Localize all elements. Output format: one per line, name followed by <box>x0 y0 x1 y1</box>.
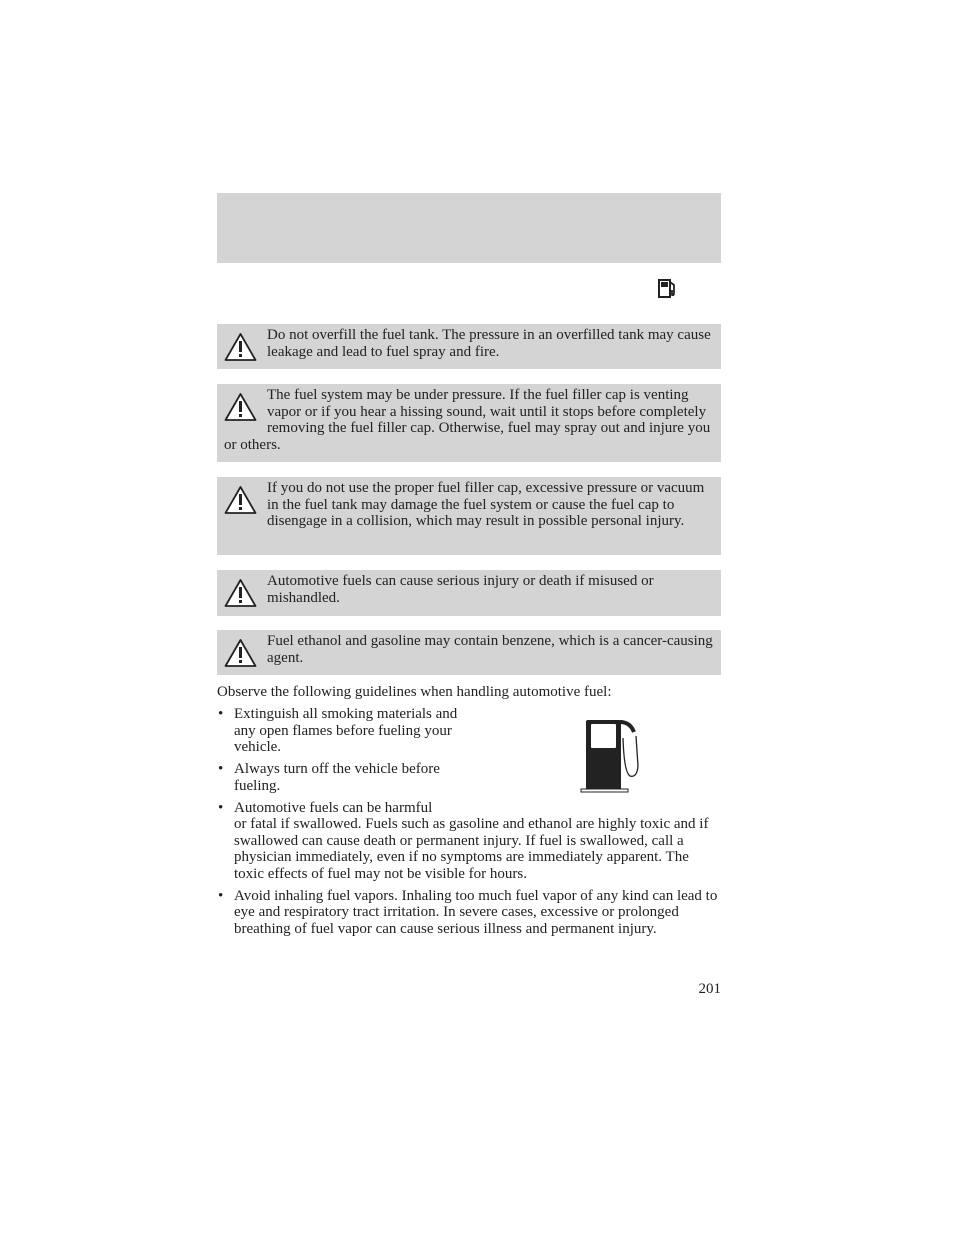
warning-triangle-icon <box>224 638 257 668</box>
page-number: 201 <box>698 981 721 997</box>
warning-box-pressure <box>217 384 721 462</box>
section-header-bar <box>217 193 721 263</box>
warning-triangle-icon <box>224 332 257 362</box>
list-item <box>217 761 474 794</box>
list-item-text: Extinguish all smoking materials and any open flames before fueling your vehicle. <box>234 706 458 755</box>
warning-box-filler-cap <box>217 477 721 555</box>
warning-text: The fuel system may be under pressure. If the fuel filler cap is venting vapor or if you hear a hissing sound, wait until it stops before completely removing the fuel filler cap. Otherwise, fuel may spray out and injure you or others. <box>224 387 711 453</box>
fuel-pump-icon <box>656 277 678 299</box>
list-item <box>217 888 721 938</box>
bullet: • <box>218 761 224 777</box>
bullet: • <box>218 887 224 904</box>
list-item-text: Automotive fuels can be harmful <box>234 799 433 816</box>
list-item-text: Avoid inhaling fuel vapors. Inhaling too much fuel vapor of any kind can lead to eye and respiratory tract irritation. In severe cases, excessive or prolonged breathing of fuel vapor can cause serious illness and permanent injury. <box>234 887 718 937</box>
guidelines-intro: Observe the following guidelines when handling automotive fuel: <box>217 684 612 700</box>
warning-triangle-icon <box>224 578 257 608</box>
bullet: • <box>218 706 224 722</box>
fuel-pump-illustration <box>578 716 642 794</box>
warning-text: If you do not use the proper fuel filler cap, excessive pressure or vacuum in the fuel tank may damage the fuel system or cause the fuel cap to disengage in a collision, which may result in possible personal injury. <box>267 480 705 529</box>
warning-text: Do not overfill the fuel tank. The pressure in an overfilled tank may cause leakage and lead to fuel spray and fire. <box>267 327 711 360</box>
bullet: • <box>218 799 224 816</box>
warning-text: Automotive fuels can cause serious injury or death if misused or mishandled. <box>267 573 654 606</box>
warning-triangle-icon <box>224 485 257 515</box>
warning-triangle-icon <box>224 392 257 422</box>
warning-text: Fuel ethanol and gasoline may contain benzene, which is a cancer-causing agent. <box>267 633 713 666</box>
guidelines-list <box>217 706 721 943</box>
warning-box-benzene <box>217 630 721 675</box>
list-item <box>217 800 721 883</box>
list-item-text: or fatal if swallowed. Fuels such as gasoline and ethanol are highly toxic and if swallowed can cause death or permanent injury. If fuel is swallowed, call a physician immediately, even if no symptoms are immediately apparent. The toxic effects of fuel may not be visible for hours. <box>234 816 709 882</box>
list-item-text: Always turn off the vehicle before fueling. <box>234 761 440 794</box>
warning-box-overfill <box>217 324 721 369</box>
warning-box-misuse <box>217 570 721 616</box>
list-item <box>217 706 474 756</box>
